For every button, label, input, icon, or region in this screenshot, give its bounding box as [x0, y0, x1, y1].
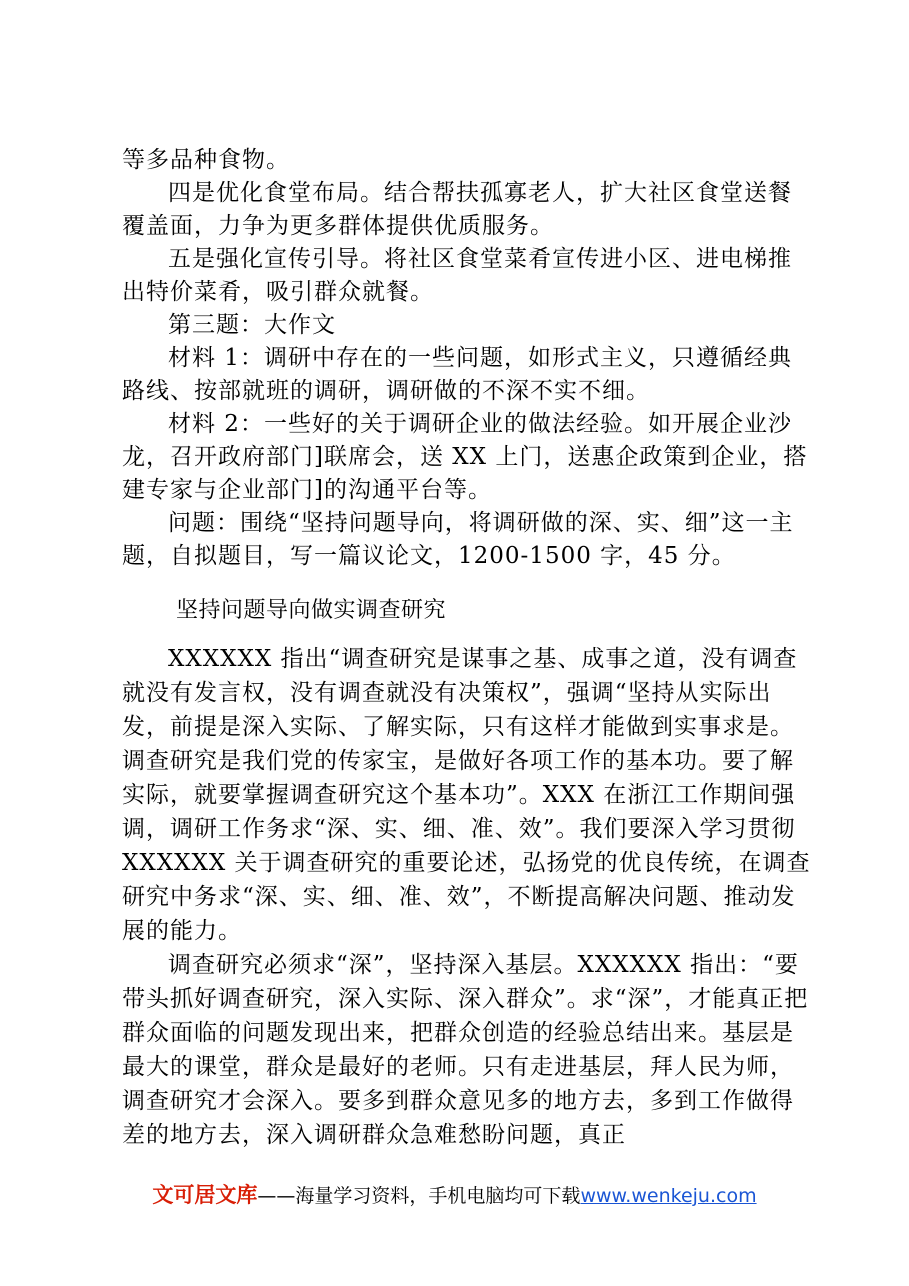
- paragraph-material-one: 材料 1：调研中存在的一些问题，如形式主义，只遵循经典路线、按部就班的调研，调研做的不深不实不细。: [122, 345, 792, 404]
- paragraph-material-two: 材料 2：一些好的关于调研企业的做法经验。如开展企业沙龙，召开政府部门]联席会，送 XX 上门，送惠企政策到企业，搭建专家与企业部门]的沟通平台等。: [122, 411, 808, 503]
- paragraph-point-five: 五是强化宣传引导。将社区食堂菜肴宣传进小区、进电梯推出特价菜肴，吸引群众就餐。: [122, 246, 792, 305]
- footer-slogan: ——海量学习资料，手机电脑均可下载: [257, 1185, 581, 1207]
- document-body: [122, 144, 812, 1152]
- footer-banner: [0, 1180, 909, 1211]
- section-heading-question-three: 第三题：大作文: [168, 312, 336, 338]
- footer-link[interactable]: www.wenkeju.com: [580, 1185, 757, 1207]
- paragraph-point-four: 四是优化食堂布局。结合帮扶孤寡老人，扩大社区食堂送餐覆盖面，力争为更多群体提供优质服务。: [122, 180, 792, 239]
- essay-title: 坚持问题导向做实调查研究: [176, 598, 447, 623]
- essay-body: [122, 642, 812, 1152]
- footer-brand: 文可居文库: [152, 1183, 258, 1207]
- paragraph-question: 问题：围绕“坚持问题导向，将调研做的深、实、细”这一主题，自拟题目，写一篇议论文，1200-1500 字，45 分。: [122, 510, 794, 569]
- essay-paragraph-intro: XXXXXX 指出“调查研究是谋事之基、成事之道，没有调查就没有发言权，没有调查就没有决策权”，强调“坚持从实际出发，前提是深入实际、了解实际，只有这样才能做到实事求是。调查研究是我们党的传家宝，是做好各项工作的基本功。要了解实际，就要掌握调查研究这个基本功”。XXX 在浙江工作期间强调，调研工作务求“深、实、细、准、效”。我们要深入学习贯彻 XXXXXX 关于调查研究的重要论述，弘扬党的优良传统，在调查研究中务求“深、实、细、准、效”，不断提高解决问题、推动发展的能力。: [122, 646, 811, 944]
- essay-paragraph-deep: 调查研究必须求“深”，坚持深入基层。XXXXXX 指出：“要带头抓好调查研究，深入实际、深入群众”。求“深”，才能真正把群众面临的问题发现出来，把群众创造的经验总结出来。基层是最大的课堂，群众是最好的老师。只有走进基层，拜人民为师，调查研究才会深入。要多到群众意见多的地方去，多到工作做得差的地方去，深入调研群众急难愁盼问题，真正: [122, 952, 809, 1148]
- paragraph-continuation: 等多品种食物。: [122, 147, 290, 173]
